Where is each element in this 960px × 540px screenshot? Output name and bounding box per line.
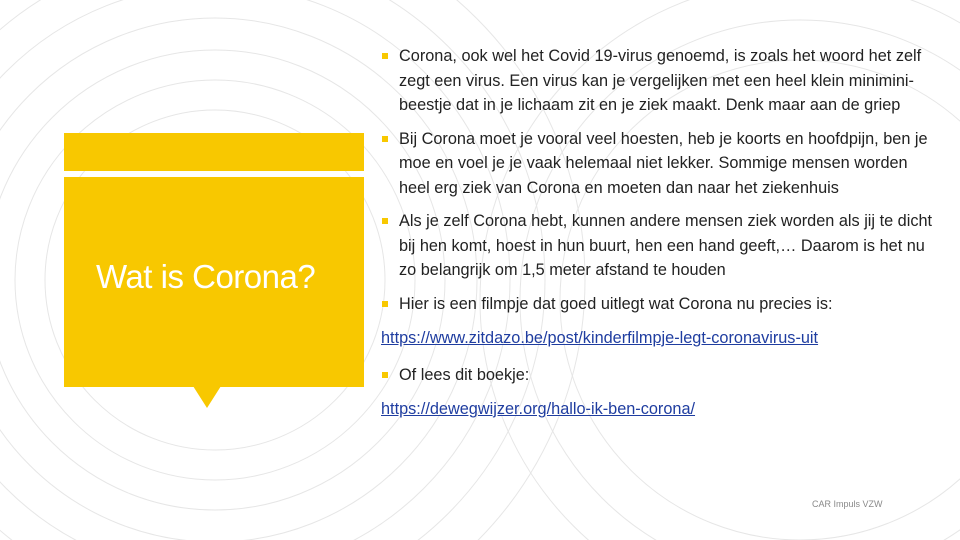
- bullet-text: Bij Corona moet je vooral veel hoesten, heb je koorts en hoofdpijn, ben je moe en voel je je vaak helemaal niet lekker. Sommige mensen worden heel erg ziek van Corona en moeten dan naar het ziekenhuis: [399, 129, 928, 197]
- bullet-item: [381, 292, 941, 317]
- bullet-item: [381, 363, 941, 388]
- bullet-text: Of lees dit boekje:: [399, 365, 530, 384]
- bullet-item: [381, 44, 941, 118]
- bullet-item: [381, 209, 941, 283]
- footer-text: CAR Impuls VZW: [812, 499, 883, 509]
- bullet-text: Als je zelf Corona hebt, kunnen andere mensen ziek worden als jij te dicht bij hen komt, hoest in hun buurt, hen een hand geeft,… Daarom is het nu zo belangrijk om 1,5 meter afstand te houden: [399, 212, 933, 279]
- link-line: [381, 397, 941, 422]
- bullet-square-icon: [382, 218, 388, 224]
- bullet-square-icon: [382, 372, 388, 378]
- link-line: [381, 326, 941, 351]
- content-area: [381, 44, 941, 434]
- slide-title: Wat is Corona?: [96, 258, 316, 295]
- booklet-link[interactable]: https://dewegwijzer.org/hallo-ik-ben-corona/: [381, 400, 696, 418]
- bullet-square-icon: [382, 53, 388, 59]
- bullet-item: [381, 127, 941, 201]
- bullet-text: Corona, ook wel het Covid 19-virus genoemd, is zoals het woord het zelf zegt een virus. Een virus kan je vergelijken met een heel klein minimini-beestje dat in je lichaam zit en je ziek maakt. Denk maar aan de griep: [399, 47, 922, 114]
- accent-band: [64, 133, 364, 171]
- bullet-square-icon: [382, 136, 388, 142]
- bullet-text: Hier is een filmpje dat goed uitlegt wat Corona nu precies is:: [399, 294, 833, 313]
- video-link[interactable]: https://www.zitdazo.be/post/kinderfilmpje-legt-coronavirus-uit: [381, 329, 819, 347]
- bullet-square-icon: [382, 301, 388, 307]
- title-panel-pointer: [193, 386, 221, 408]
